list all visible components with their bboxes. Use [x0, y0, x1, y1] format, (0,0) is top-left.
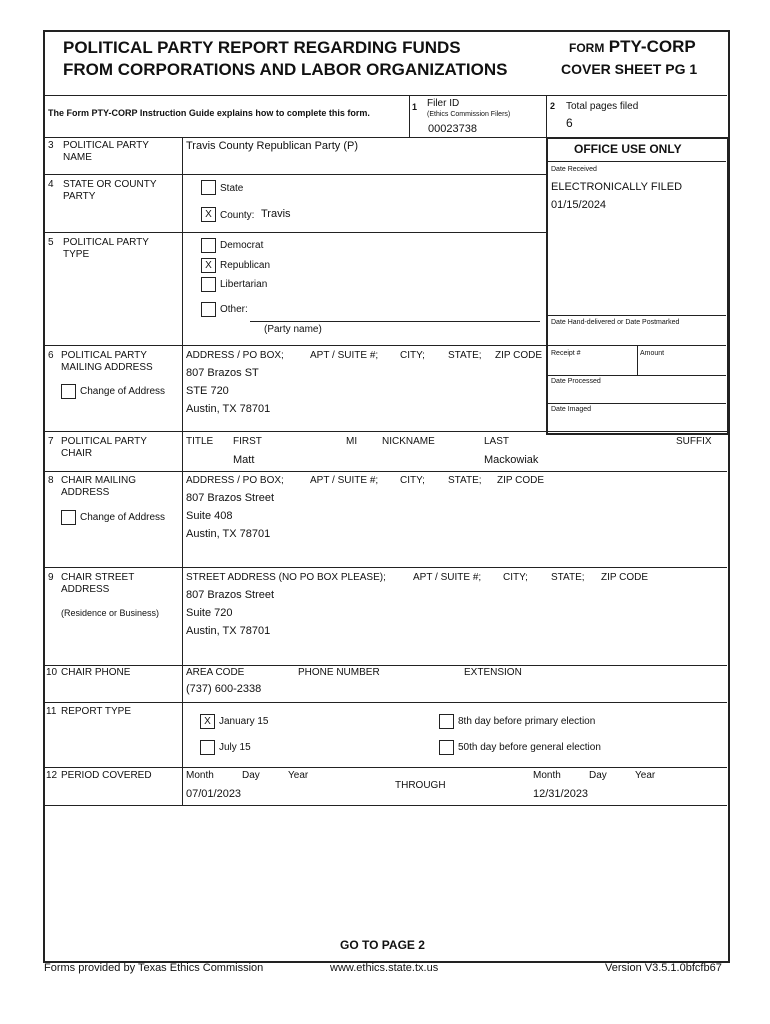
sec8-label1: CHAIR MAILING	[61, 475, 137, 486]
receipt-label: Receipt #	[551, 350, 581, 357]
other-party-line[interactable]	[250, 321, 540, 322]
pages-value: 6	[566, 116, 573, 130]
sec4-label1: STATE OR COUNTY	[63, 179, 157, 190]
jul15-checkbox[interactable]	[200, 740, 215, 755]
sec7-h-title: TITLE	[186, 436, 214, 447]
form-title-line1: POLITICAL PARTY REPORT REGARDING FUNDS	[63, 38, 461, 57]
chair-mail-line3: Austin, TX 78701	[186, 528, 271, 540]
general-checkbox[interactable]	[439, 740, 454, 755]
divider	[44, 345, 547, 346]
state-label: State	[220, 183, 244, 194]
sec7-h-mi: MI	[346, 436, 358, 447]
other-label: Other:	[220, 304, 248, 315]
sec10-h-ext: EXTENSION	[464, 667, 522, 678]
party-name-hint: (Party name)	[264, 324, 322, 335]
sec5-num: 5	[48, 237, 54, 248]
date-imaged-label: Date Imaged	[551, 406, 592, 413]
chair-last-name: Mackowiak	[484, 454, 539, 466]
divider	[44, 471, 727, 472]
divider	[637, 345, 638, 375]
from-year-label: Year	[288, 770, 309, 781]
sec6-label1: POLITICAL PARTY	[61, 350, 147, 361]
office-use-title: OFFICE USE ONLY	[574, 142, 682, 156]
filed-status: ELECTRONICALLY FILED	[551, 181, 683, 193]
sec11-label: REPORT TYPE	[61, 706, 132, 717]
divider	[44, 174, 547, 175]
sec9-h-apt: APT / SUITE #;	[413, 572, 482, 583]
sec8-label2: ADDRESS	[61, 487, 110, 498]
date-processed-label: Date Processed	[551, 378, 601, 385]
divider	[409, 95, 410, 137]
to-day-label: Day	[589, 770, 607, 781]
filer-id-sublabel: (Ethics Commission Filers)	[427, 111, 511, 118]
sec9-num: 9	[48, 572, 54, 583]
jul15-label: July 15	[219, 742, 251, 753]
chair-change-address-checkbox[interactable]	[61, 510, 76, 525]
primary-label: 8th day before primary election	[458, 716, 596, 727]
from-month-label: Month	[186, 770, 214, 781]
sec7-label1: POLITICAL PARTY	[61, 436, 147, 447]
to-year-label: Year	[635, 770, 656, 781]
sec6-h-apt: APT / SUITE #;	[310, 350, 379, 361]
sec11-num: 11	[46, 706, 57, 717]
sec3-num: 3	[48, 140, 54, 151]
divider	[547, 403, 726, 404]
form-title-line2: FROM CORPORATIONS AND LABOR ORGANIZATIONS	[63, 60, 508, 79]
footer-version: Version V3.5.1.0bfcfb67	[605, 962, 722, 974]
divider	[44, 805, 727, 806]
party-name-value: Travis County Republican Party (P)	[186, 140, 358, 152]
sec9-label3: (Residence or Business)	[61, 608, 160, 618]
divider	[547, 315, 726, 316]
through-label: THROUGH	[395, 780, 446, 791]
filer-num: 1	[412, 102, 418, 112]
divider	[44, 665, 727, 666]
sec8-h-zip: ZIP CODE	[497, 475, 545, 486]
filer-id-label: Filer ID	[427, 98, 460, 109]
chair-mail-line2: Suite 408	[186, 510, 233, 522]
to-month-label: Month	[533, 770, 561, 781]
sec10-label: CHAIR PHONE	[61, 667, 131, 678]
party-address-line3: Austin, TX 78701	[186, 403, 271, 415]
filer-id-value: 00023738	[428, 123, 477, 135]
party-address-line1: 807 Brazos ST	[186, 367, 259, 379]
cover-sheet-label: COVER SHEET PG 1	[561, 61, 698, 77]
sec9-h-addr: STREET ADDRESS (NO PO BOX PLEASE);	[186, 572, 386, 583]
sec12-label: PERIOD COVERED	[61, 770, 152, 781]
divider	[547, 161, 726, 162]
sec9-h-state: STATE;	[551, 572, 585, 583]
sec5-label2: TYPE	[63, 249, 90, 260]
state-checkbox[interactable]	[201, 180, 216, 195]
sec8-h-apt: APT / SUITE #;	[310, 475, 379, 486]
sec4-num: 4	[48, 179, 54, 190]
sec8-h-state: STATE;	[448, 475, 482, 486]
sec7-h-suffix: SUFFIX	[676, 436, 712, 447]
sec9-h-city: CITY;	[503, 572, 528, 583]
chair-phone-value: (737) 600-2338	[186, 683, 262, 695]
amount-label: Amount	[640, 350, 665, 357]
party-address-line2: STE 720	[186, 385, 229, 397]
chair-change-address-label: Change of Address	[80, 512, 166, 523]
period-from-value: 07/01/2023	[186, 788, 242, 800]
county-label: County:	[220, 210, 255, 221]
sec6-num: 6	[48, 350, 54, 361]
sec3-label1: POLITICAL PARTY	[63, 140, 149, 151]
party-change-address-checkbox[interactable]	[61, 384, 76, 399]
instruction-text: The Form PTY-CORP Instruction Guide explains how to complete this form.	[48, 108, 370, 118]
divider	[44, 95, 727, 96]
sec7-h-first: FIRST	[233, 436, 262, 447]
county-checkbox[interactable]: X	[201, 207, 216, 222]
other-checkbox[interactable]	[201, 302, 216, 317]
sec10-num: 10	[46, 667, 58, 678]
chair-first-name: Matt	[233, 454, 255, 466]
footer-url: www.ethics.state.tx.us	[330, 962, 439, 974]
sec4-label2: PARTY	[63, 191, 96, 202]
libertarian-label: Libertarian	[220, 279, 268, 290]
sec3-label2: NAME	[63, 152, 92, 163]
general-label: 50th day before general election	[458, 742, 601, 753]
democrat-label: Democrat	[220, 240, 264, 251]
sec7-num: 7	[48, 436, 54, 447]
democrat-checkbox[interactable]	[201, 238, 216, 253]
jan15-label: January 15	[219, 716, 269, 727]
chair-mail-line1: 807 Brazos Street	[186, 492, 275, 504]
sec10-h-phone: PHONE NUMBER	[298, 667, 380, 678]
from-day-label: Day	[242, 770, 260, 781]
sec6-h-city: CITY;	[400, 350, 425, 361]
divider	[44, 767, 727, 768]
sec7-label2: CHAIR	[61, 448, 93, 459]
sec9-label2: ADDRESS	[61, 584, 110, 595]
sec6-h-zip: ZIP CODE	[495, 350, 543, 361]
sec8-h-city: CITY;	[400, 475, 425, 486]
chair-street-line2: Suite 720	[186, 607, 233, 619]
jan15-checkbox[interactable]: X	[200, 714, 215, 729]
divider	[44, 567, 727, 568]
divider	[44, 232, 547, 233]
form-code: PTY-CORP	[608, 37, 696, 56]
divider	[546, 95, 547, 137]
sec8-num: 8	[48, 475, 54, 486]
pages-num: 2	[550, 101, 556, 111]
sec9-label1: CHAIR STREET	[61, 572, 135, 583]
goto-page2: GO TO PAGE 2	[340, 938, 425, 952]
divider	[44, 431, 727, 432]
republican-label: Republican	[220, 260, 271, 271]
county-value: Travis	[261, 208, 291, 220]
sec8-h-addr: ADDRESS / PO BOX;	[186, 475, 284, 486]
filed-date: 01/15/2024	[551, 199, 607, 211]
sec5-label1: POLITICAL PARTY	[63, 237, 149, 248]
sec7-h-last: LAST	[484, 436, 510, 447]
party-change-address-label: Change of Address	[80, 386, 166, 397]
republican-checkbox[interactable]: X	[201, 258, 216, 273]
chair-street-line1: 807 Brazos Street	[186, 589, 275, 601]
pages-label: Total pages filed	[566, 101, 639, 112]
footer-left: Forms provided by Texas Ethics Commission	[44, 962, 264, 974]
sec10-h-area: AREA CODE	[186, 667, 245, 678]
divider	[44, 702, 727, 703]
chair-street-line3: Austin, TX 78701	[186, 625, 271, 637]
libertarian-checkbox[interactable]	[201, 277, 216, 292]
primary-checkbox[interactable]	[439, 714, 454, 729]
form-word: FORM	[569, 41, 605, 55]
period-to-value: 12/31/2023	[533, 788, 589, 800]
form-label	[569, 37, 696, 57]
sec7-h-nick: NICKNAME	[382, 436, 435, 447]
sec9-h-zip: ZIP CODE	[601, 572, 649, 583]
sec6-label2: MAILING ADDRESS	[61, 362, 153, 373]
sec6-h-addr: ADDRESS / PO BOX;	[186, 350, 284, 361]
date-hand-label: Date Hand-delivered or Date Postmarked	[551, 319, 680, 326]
sec6-h-state: STATE;	[448, 350, 482, 361]
date-received-label: Date Received	[551, 166, 597, 173]
sec12-num: 12	[46, 770, 58, 781]
divider	[547, 375, 726, 376]
